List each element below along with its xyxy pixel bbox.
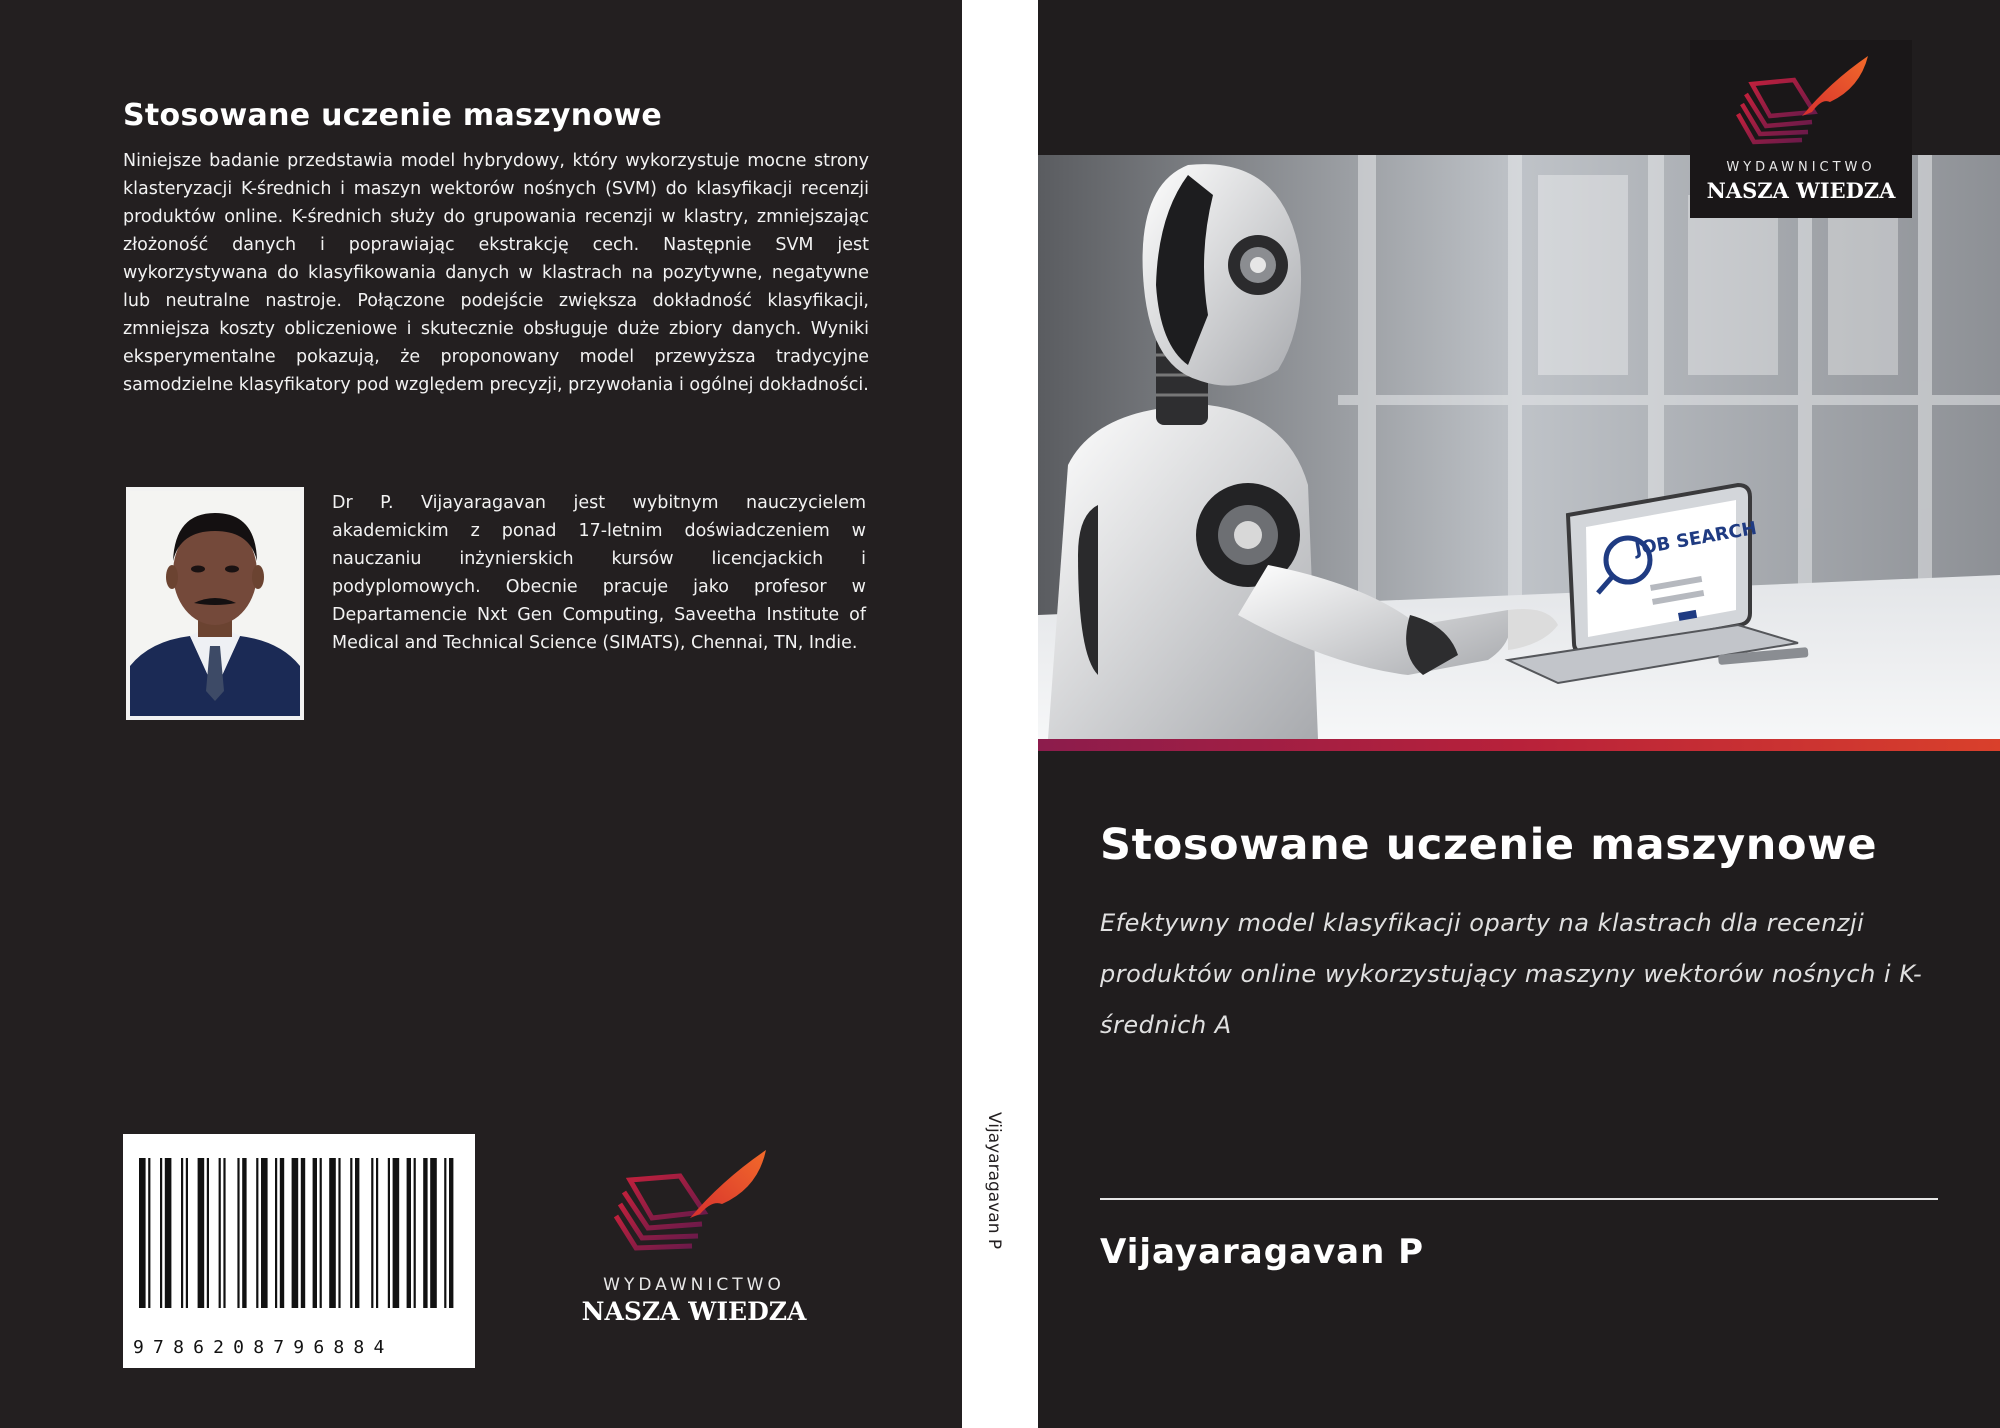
barcode-bar — [148, 1158, 150, 1308]
barcode-bar — [320, 1158, 322, 1308]
laptop-screen-text: JOB SEARCH — [1633, 517, 1759, 560]
book-author: Vijayaragavan P — [1100, 1232, 1425, 1272]
publisher-wordmark: NASZA WIEDZA — [581, 1297, 807, 1326]
book-subtitle: Efektywny model klasyfikacji oparty na klastrach dla recenzji produktów online wykorzystujący maszyny wektorów nośnych i K-średnich A — [1100, 909, 1923, 1039]
barcode-bar — [219, 1158, 221, 1308]
isbn-barcode — [123, 1134, 475, 1368]
publisher-wordmark-small: WYDAWNICTWO — [1726, 160, 1876, 175]
barcode-bar — [393, 1158, 400, 1308]
barcode-bar — [139, 1158, 146, 1308]
book-quill-icon — [572, 1140, 816, 1270]
barcode-bar — [256, 1158, 258, 1308]
barcode-bar — [376, 1158, 378, 1308]
author-photo — [126, 487, 304, 720]
barcode-bar — [275, 1158, 277, 1308]
barcode-bar — [301, 1158, 305, 1308]
book-spine — [962, 0, 1038, 1428]
isbn-number: 9786208796884 — [133, 1337, 394, 1358]
publisher-logo-front — [1690, 40, 1912, 218]
barcode-bars — [139, 1158, 459, 1333]
back-cover-title: Stosowane uczenie maszynowe — [123, 98, 663, 133]
barcode-bar — [237, 1158, 239, 1308]
barcode-bar — [350, 1158, 352, 1308]
barcode-bar — [165, 1158, 172, 1308]
barcode-bar — [371, 1158, 373, 1308]
barcode-bar — [329, 1158, 336, 1308]
cover-photo-robot — [1038, 155, 2000, 739]
barcode-bar — [207, 1158, 209, 1308]
book-quill-icon — [1690, 40, 1912, 150]
barcode-bar — [160, 1158, 162, 1308]
barcode-bar — [423, 1158, 427, 1308]
spine-author: Vijayaragavan P — [984, 1112, 1004, 1250]
barcode-bar — [292, 1158, 299, 1308]
barcode-bar — [242, 1158, 246, 1308]
barcode-bar — [280, 1158, 284, 1308]
publisher-wordmark-small: WYDAWNICTWO — [603, 1275, 785, 1295]
author-bio: Dr P. Vijayaragavan jest wybitnym nauczycielem akademickim z ponad 17-letnim doświadczeniem w nauczaniu inżynierskich kursów licencjackich i podyplomowych. Obecnie pracuje jako profesor w Departamencie Nxt Gen Computing, Saveetha Institute of Medical and Technical Science (SIMATS), Chennai, TN, Indie. — [332, 493, 866, 653]
barcode-bar — [407, 1158, 411, 1308]
barcode-bar — [449, 1158, 453, 1308]
barcode-bar — [198, 1158, 205, 1308]
barcode-bar — [186, 1158, 188, 1308]
barcode-bar — [261, 1158, 268, 1308]
barcode-bar — [313, 1158, 317, 1308]
back-cover — [0, 0, 962, 1428]
barcode-bar — [355, 1158, 359, 1308]
publisher-logo-back — [572, 1140, 816, 1330]
barcode-bar — [388, 1158, 390, 1308]
publisher-wordmark: NASZA WIEDZA — [1706, 178, 1896, 203]
barcode-bar — [430, 1158, 437, 1308]
cover-accent-bar — [1038, 739, 2000, 751]
barcode-bar — [338, 1158, 340, 1308]
barcode-bar — [414, 1158, 416, 1308]
front-cover — [1038, 0, 2000, 1428]
barcode-bar — [223, 1158, 225, 1308]
barcode-bar — [181, 1158, 183, 1308]
barcode-bar — [444, 1158, 446, 1308]
book-title: Stosowane uczenie maszynowe — [1100, 820, 1878, 870]
divider-line — [1100, 1198, 1938, 1200]
book-abstract: Niniejsze badanie przedstawia model hybrydowy, który wykorzystuje mocne strony klasteryzacji K-średnich i maszyn wektorów nośnych (SVM) do klasyfikacji recenzji produktów online. K-średnich służy do grupowania recenzji w klastry, zmniejszając złożoność danych i poprawiając ekstrakcję cech. Następnie SVM jest wykorzystywana do klasyfikowania danych w klastrach na pozytywne, negatywne lub neutralne nastroje. Połączone podejście zwiększa dokładność klasyfikacji, zmniejsza koszty obliczeniowe i skutecznie obsługuje duże zbiory danych. Wyniki eksperymentalne pokazują, że proponowany model przewyższa tradycyjne samodzielne klasyfikatory pod względem precyzji, przywołania i ogólnej dokładności. — [123, 151, 869, 395]
